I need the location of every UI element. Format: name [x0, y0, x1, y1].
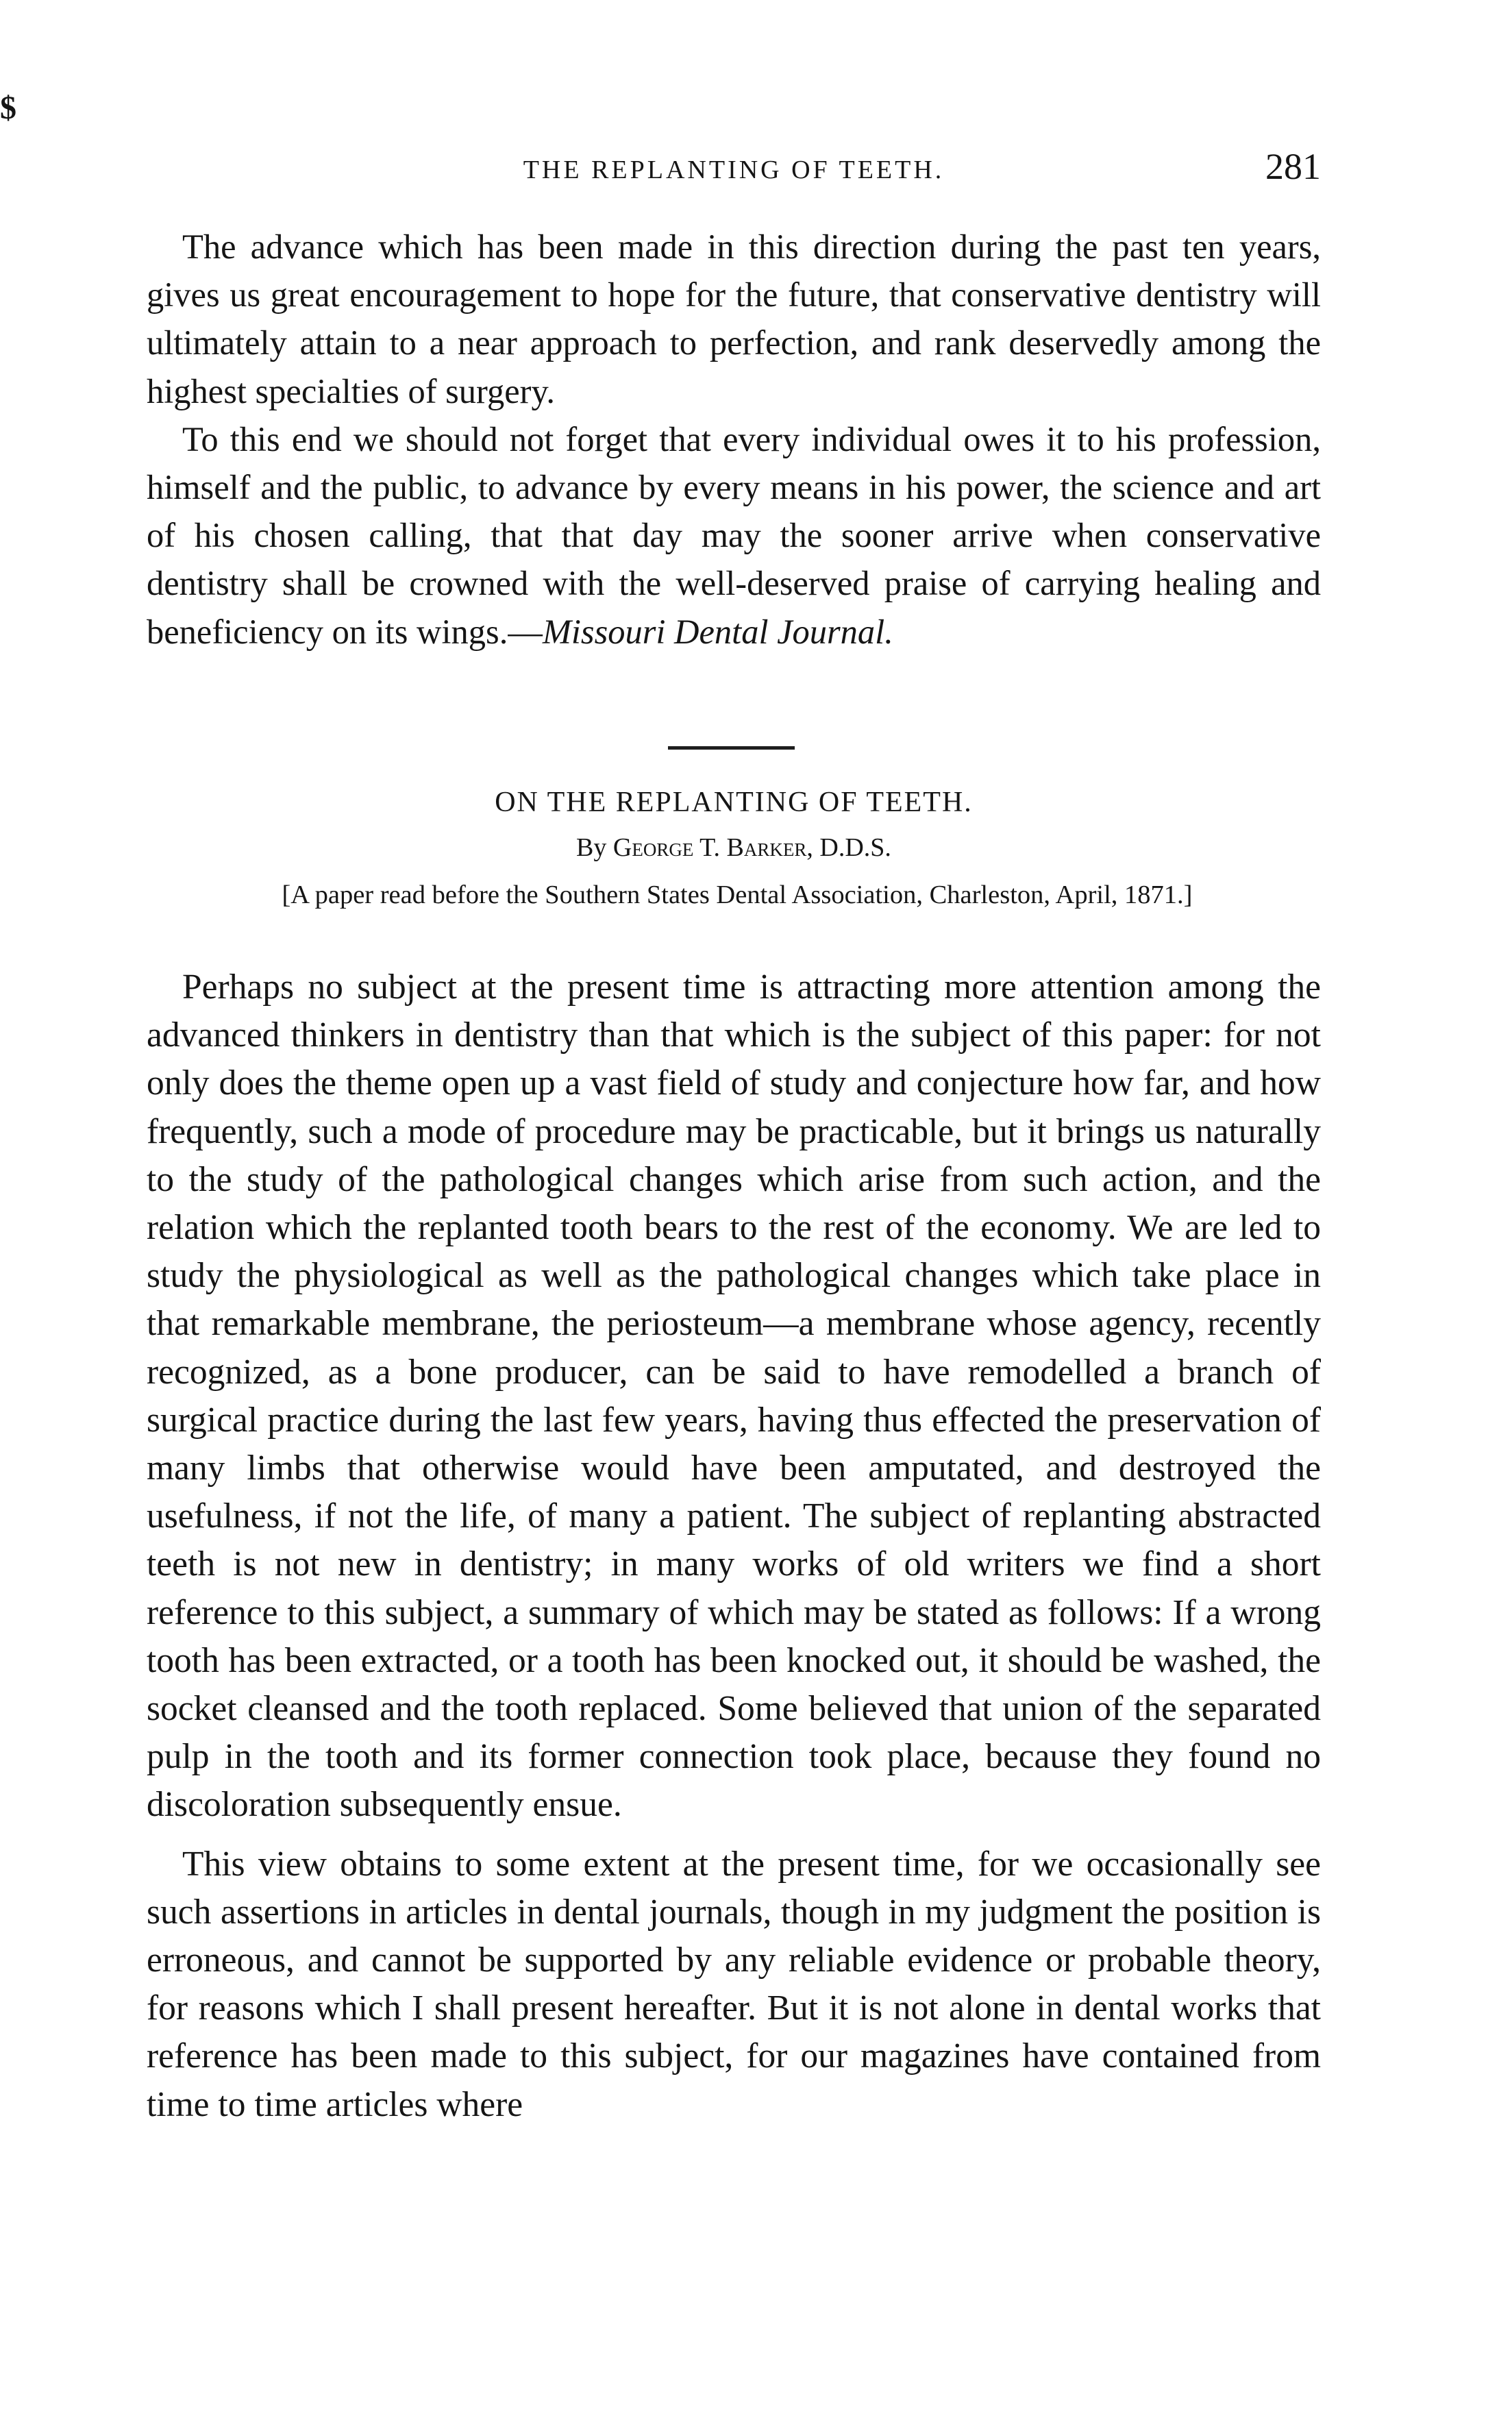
article-paragraph-1: Perhaps no subject at the present time is attracting more attention among the advanced thinkers in dentistry than that which is the subject of this paper: for not only does the theme open up a vast field of study and conjecture how far, and how frequently, such a mode of procedure may be practicable, but it brings us naturally to the study of the pathological changes which arise from such action, and the relation which the replanted tooth bears to the rest of the economy. We are led to study the physiological as well as the pathological changes which take place in that remarkable membrane, the periosteum—a membrane whose agency, recently recognized, as a bone producer, can be said to have remodelled a branch of surgical practice during the last few years, having thus effected the preservation of many limbs that otherwise would have been amputated, and destroyed the usefulness, if not the life, of many a patient. The subject of replanting abstracted teeth is not new in dentistry; in many works of old writers we find a short reference to this subject, a summary of which may be stated as follows: If a wrong tooth has been extracted, or a tooth has been knocked out, it should be washed, the socket cleansed and the tooth replaced. Some believed that union of the separated pulp in the tooth and its former connection took place, because they found no discoloration subsequently ensue. — [147, 968, 1321, 1825]
source-citation: Missouri Dental Journal. — [542, 612, 893, 651]
intro-paragraph-2 — [147, 415, 1321, 656]
article-title: ON THE REPLANTING OF TEETH. — [495, 787, 973, 818]
margin-mark: $ — [0, 90, 16, 126]
author-degree: , D.D.S. — [806, 833, 891, 862]
intro-paragraph-1: The advance which has been made in this direction during the past ten years, gives us great encouragement to hope for the future, that conservative dentistry will ultimately attain to a near approach to perfection, and rank deservedly among the highest specialties of surgery. — [147, 227, 1321, 410]
article-byline — [147, 833, 1321, 863]
byline-prefix: By — [576, 833, 607, 862]
article-body — [147, 963, 1321, 2129]
author-name: George T. Barker — [612, 833, 807, 862]
page-number: 281 — [1265, 146, 1321, 187]
section-divider — [668, 746, 795, 750]
page-header — [147, 145, 1321, 193]
running-title: THE REPLANTING OF TEETH. — [523, 156, 945, 184]
intro-paragraph-2-text: To this end we should not forget that every individual owes it to his profession, himself and the public, to advance by every means in his power, the science and art of his chosen calling, that that day may the sooner arrive when conservative dentistry shall be crowned with the well-deserved praise of carrying healing and beneficiency on its wings.— — [147, 419, 1321, 651]
article-note: [A paper read before the Southern States Dental Association, Charleston, April, 1871.] — [282, 880, 1193, 909]
intro-text — [147, 223, 1321, 656]
article-paragraph-2: This view obtains to some extent at the present time, for we occasionally see such assertions in articles in dental journals, though in my judgment the position is erroneous, and cannot be supported by any reliable evidence or probable theory, for reasons which I shall present hereafter. But it is not alone in dental works that reference has been made to this subject, for our magazines have contained from time to time articles where — [147, 1844, 1321, 2124]
